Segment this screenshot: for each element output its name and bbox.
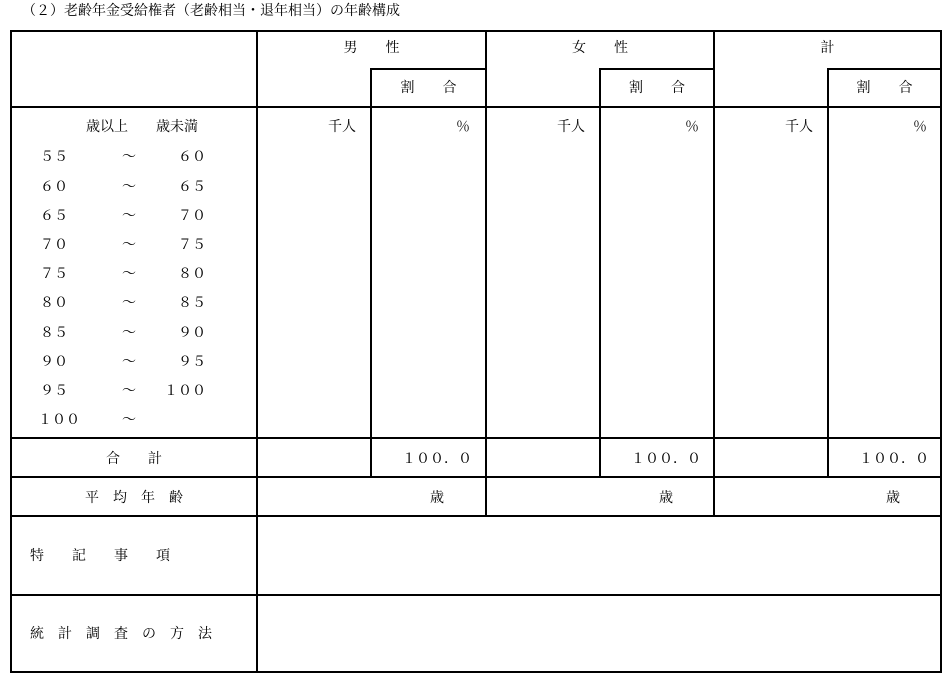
table-border-top: [10, 30, 942, 32]
total-ratio-unit: ％: [913, 119, 927, 135]
age-from: ９５: [40, 383, 68, 399]
total-count-unit: 千人: [785, 119, 813, 135]
age-sep: ～: [122, 383, 136, 399]
female-avg-age-unit: 歳: [659, 490, 673, 506]
age-to: ８０: [178, 266, 206, 282]
age-sep: ～: [122, 354, 136, 370]
age-range-unit: 歳以上 歳未満: [86, 119, 198, 135]
age-from: １００: [38, 412, 80, 428]
header-total: 計: [820, 40, 835, 56]
age-from: ５５: [40, 149, 68, 165]
age-from: ７５: [40, 266, 68, 282]
age-from: ８０: [40, 295, 68, 311]
age-sep: ～: [122, 237, 136, 253]
table-border-right: [940, 30, 942, 673]
page-title: （２）老齢年金受給権者（老齢相当・退年相当）の年齢構成: [22, 3, 400, 19]
ratio-header-line-total: [827, 68, 942, 70]
female-ratio-total: １００．０: [631, 451, 701, 467]
age-sep: ～: [122, 149, 136, 165]
age-to: ８５: [178, 295, 206, 311]
male-female-divider: [485, 30, 487, 517]
female-count-unit: 千人: [557, 119, 585, 135]
age-to: １００: [164, 383, 206, 399]
ratio-header-line-female: [599, 68, 714, 70]
age-from: ８５: [40, 325, 68, 341]
header-ratio-total: 割 合: [856, 80, 913, 96]
male-ratio-unit: ％: [456, 119, 470, 135]
ratio-header-line-male: [370, 68, 486, 70]
age-to: ６５: [178, 179, 206, 195]
total-avg-age-unit: 歳: [886, 490, 900, 506]
header-male: 男 性: [343, 40, 400, 56]
age-from: ６０: [40, 179, 68, 195]
avg-row-top-line: [10, 476, 942, 478]
age-to: ９５: [178, 354, 206, 370]
female-ratio-unit: ％: [685, 119, 699, 135]
age-sep: ～: [122, 179, 136, 195]
avg-age-label: 平 均 年 齢: [85, 490, 183, 506]
header-ratio-male: 割 合: [400, 80, 457, 96]
table-border-left: [10, 30, 12, 673]
notes-label: 特 記 事 項: [30, 548, 170, 564]
notes-row-top-line: [10, 515, 942, 517]
age-from: ９０: [40, 354, 68, 370]
age-to: ７５: [178, 237, 206, 253]
method-row-top-line: [10, 594, 942, 596]
age-from: ７０: [40, 237, 68, 253]
survey-method-label: 統 計 調 査 の 方 法: [30, 626, 212, 642]
age-from: ６５: [40, 208, 68, 224]
age-sep: ～: [122, 266, 136, 282]
age-sep: ～: [122, 295, 136, 311]
table-border-bottom: [10, 671, 942, 673]
male-ratio-total: １００．０: [402, 451, 472, 467]
male-avg-age-unit: 歳: [430, 490, 444, 506]
age-sep: ～: [122, 325, 136, 341]
total-row-top-line: [10, 437, 942, 439]
header-female: 女 性: [572, 40, 628, 56]
header-bottom-line: [10, 106, 942, 108]
total-ratio-total: １００．０: [859, 451, 929, 467]
age-to: ７０: [178, 208, 206, 224]
header-ratio-female: 割 合: [629, 80, 685, 96]
female-total-divider: [713, 30, 715, 517]
age-sep: ～: [122, 412, 136, 428]
total-row-label: 合 計: [106, 451, 162, 467]
age-sep: ～: [122, 208, 136, 224]
male-count-unit: 千人: [328, 119, 356, 135]
age-to: ６０: [178, 149, 206, 165]
age-to: ９０: [178, 325, 206, 341]
